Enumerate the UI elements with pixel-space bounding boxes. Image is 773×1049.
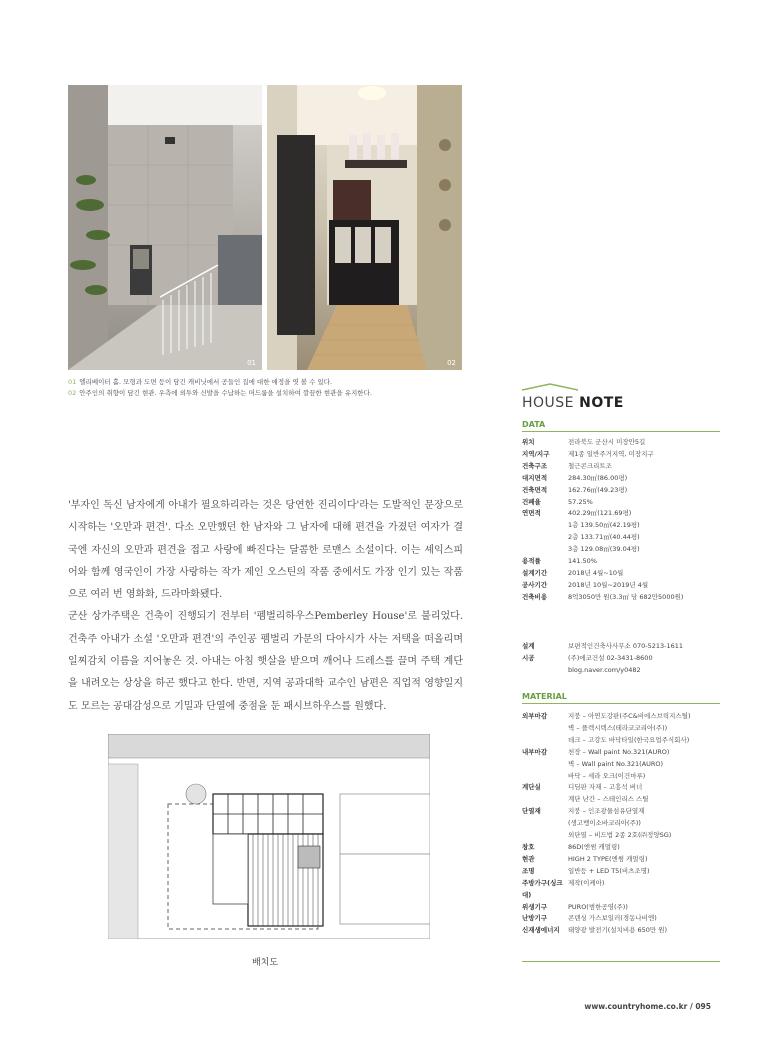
note-row [522,653,722,665]
note-row-label: 난방기구 [522,914,548,923]
note-row [522,818,722,830]
note-row-value: 2층 133.71㎡(40.44평) [568,533,640,542]
page-footer: www.countryhome.co.kr / 095 [584,1002,711,1011]
note-row-label: 단열재 [522,807,541,816]
note-row [522,461,722,473]
footer-site: www.countryhome.co.kr [584,1002,688,1011]
note-row [522,568,722,580]
note-row-label: 위치 [522,438,535,446]
note-row-label: 시공 [522,653,535,662]
note-row-value: 86D(엔썸 캐멀링) [568,842,620,851]
note-row-label [522,735,568,747]
note-row-label: 공사기간 [522,580,548,589]
note-row-value: 데크 – 고강도 바닥타일(한국요업주식회사) [568,735,690,744]
note-row-value: (생고뱅이소바코리아(주)) [568,819,641,828]
photo-entrance [267,85,462,370]
note-row-label: 건축비용 [522,592,548,601]
note-row [522,580,722,592]
note-row [522,592,722,604]
photo-captions [68,377,468,399]
note-row [522,473,722,485]
note-row-value: 284.30㎡(86.00평) [568,473,628,482]
note-row [522,449,722,461]
note-row-label [522,759,568,771]
house-note-title-house: HOUSE [522,395,575,411]
note-row-label: 건폐율 [522,497,541,506]
note-row-value: 2018년 4월~10월 [568,568,624,577]
material-bottom-divider [522,961,720,962]
note-row-value: HIGH 2 TYPE(엔썸 캐멀링) [568,854,648,863]
note-row [522,794,722,806]
note-row [522,520,722,532]
note-row [522,830,722,842]
note-row-value: (주)에코건설 02-3431-8600 [568,653,653,662]
note-row [522,759,722,771]
note-row [522,735,722,747]
note-row-value: 지붕 – 아연도강판(주C&비에스브릭지스틸) [568,712,691,720]
note-row-value: 태양광 발전기(설치비용 650만 원) [568,926,668,935]
note-row-value: 천장 – Wall paint No.321(AURO) [568,747,670,756]
note-row-label [522,771,568,783]
note-row-value: 2018년 10월~2019년 4월 [568,580,649,589]
footer-page-number: 095 [695,1002,711,1011]
note-row-value: 141.50% [568,557,597,566]
note-row-value: 지붕 – 인조광물섬유단열재 [568,807,645,816]
contact-list [522,641,722,677]
note-row-value: 제작(이케아) [568,878,605,887]
note-row [522,711,722,723]
note-row [522,485,722,497]
note-row-label: 연면적 [522,509,541,518]
note-row-label: 건축면적 [522,485,548,494]
note-row [522,497,722,509]
entrance-illustration [267,85,462,370]
material-list [522,711,722,937]
elevator-hall-illustration [68,85,262,370]
note-row [522,925,722,937]
note-row [522,544,722,556]
site-plan-drawing [108,734,430,939]
note-row-value: blog.naver.com/y0482 [568,665,641,674]
data-section-title: DATA [522,420,546,429]
note-row-value: 보편적인건축사사무소 070-5213-1611 [568,642,684,650]
note-row-label [522,723,568,735]
caption-02: 02 안주인의 취향이 담긴 현관. 우측에 외투와 신발을 수납하는 머드룸을 설치하여 깔끔한 현관을 유지한다. [68,389,372,397]
note-row-label: 계단실 [522,783,541,792]
note-row-value: 외단열 – 비드법 2종 2호(㈜정양SG) [568,831,672,840]
data-divider [522,431,720,432]
note-row-label [522,520,568,532]
note-row [522,665,722,677]
note-row-label [522,818,568,830]
note-row [522,437,722,449]
note-row [522,508,722,520]
note-row [522,806,722,818]
note-row [522,641,722,653]
note-row-label: 주방가구(싱크대) [522,878,563,899]
note-row-value: 8억3050만 원(3.3㎡ 당 682만5000원) [568,592,684,601]
caption-01: 01 엘리베이터 홀. 모형과 도면 등이 담긴 캐비닛에서 공들인 집에 대한 애정을 엿 볼 수 있다. [68,378,333,386]
note-row-label: 현관 [522,854,535,863]
note-row-value: 콘덴싱 가스보일러(경동나비엔) [568,914,657,923]
roof-icon [522,383,578,391]
note-row-value: 벽 – Wall paint No.321(AURO) [568,759,664,768]
note-row-label: 지역/지구 [522,449,550,458]
note-row-label [522,830,568,842]
note-row-label [522,665,568,677]
note-row-value: 제1종 일반주거지역, 미장지구 [568,449,654,458]
body-paragraph-2: 군산 상가주택은 건축이 진행되기 전부터 '펨벌리하우스Pemberley House'로 불리었다. 건축주 아내가 소설 '오만과 편견'의 주인공 펨벌리 가문의 다아시가 사는 저택을 떠올리며 일찌감치 이름을 지어놓은 것. 아내는 아침 햇살을 받으며 깨어나 드레스를 끌며 주택 계단을 내려오는 상상을 하곤 했다고 한다. 반면, 지역 공과대학 교수인 남편은 직업적 영향일지도 모르는 공대감성으로 기밀과 단열에 중점을 둔 패시브하우스를 원했다. [68,611,463,712]
note-row [522,854,722,866]
note-row-label: 설계 [522,642,535,650]
note-row-label: 신재생에너지 [522,926,560,935]
house-note-title [522,383,624,411]
note-row [522,842,722,854]
note-row-label: 창호 [522,842,535,851]
note-row [522,771,722,783]
note-row-label [522,794,568,806]
note-row [522,556,722,568]
note-row-label: 조명 [522,866,535,875]
note-row-value: 디딤판 자재 – 고흥석 버너 [568,783,643,792]
note-row-value: 계단 난간 – 스테인리스 스틸 [568,795,649,804]
note-row-value: 57.25% [568,497,593,506]
note-row [522,747,722,759]
photo-elevator-hall [68,85,262,370]
note-row-label: 대지면적 [522,473,548,482]
note-row-value: 벽 – 플렉시텍스(테라코코리아(주)) [568,723,668,732]
note-row [522,866,722,878]
data-list [522,437,722,604]
note-row-label: 내부마감 [522,747,548,756]
site-plan-svg [108,734,430,939]
note-row-label: 용적률 [522,557,541,566]
note-row [522,532,722,544]
note-row-value: 철근콘크리트조 [568,461,612,470]
note-row-label: 외부마감 [522,712,548,720]
note-row [522,902,722,914]
note-row-value: PURO(범한공영(주)) [568,902,628,911]
note-row [522,878,722,902]
note-row-value: 402.29㎡(121.69평) [568,509,632,518]
material-section-title: MATERIAL [522,692,567,701]
note-row [522,723,722,735]
note-row-value: 전라북도 군산시 미장안5길 [568,438,646,446]
note-row [522,782,722,794]
note-row-value: 3층 129.08㎡(39.04평) [568,545,640,554]
note-row-value: 1층 139.50㎡(42.19평) [568,521,640,530]
note-row-label: 위생기구 [522,902,548,911]
note-row-value: 바닥 – 세라 오크(이건마루) [568,771,646,780]
note-row-value: 일반등 + LED T5(비츠조명) [568,866,650,875]
note-row-label [522,544,568,556]
note-row-label [522,532,568,544]
photo-number-01: 01 [247,359,256,367]
article-body [68,495,463,718]
body-paragraph-1: '부자인 독신 남자에게 아내가 필요하리라는 것은 당연한 진리이다'라는 도발적인 문장으로 시작하는 '오만과 편견'. 다소 오만했던 한 남자와 그 남자에 대해 편견을 가졌던 여자가 결국엔 자신의 오만과 편견을 접고 사랑에 빠진다는 달콤한 로맨스 소설이다. 이는 셰익스피어와 함께 영국인이 가장 사랑하는 작가 제인 오스틴의 작품 중에서도 가장 인기 있는 작품으로 여러 번 영화화, 드라마화됐다. [68,500,463,601]
site-plan-caption: 배치도 [251,958,279,968]
material-divider [522,703,720,704]
photo-number-02: 02 [447,359,456,367]
note-row-value: 162.76㎡(49.23평) [568,485,628,494]
note-row [522,913,722,925]
house-note-title-note: NOTE [579,395,624,411]
note-row-label: 건축구조 [522,461,548,470]
note-row-label: 설계기간 [522,568,548,577]
